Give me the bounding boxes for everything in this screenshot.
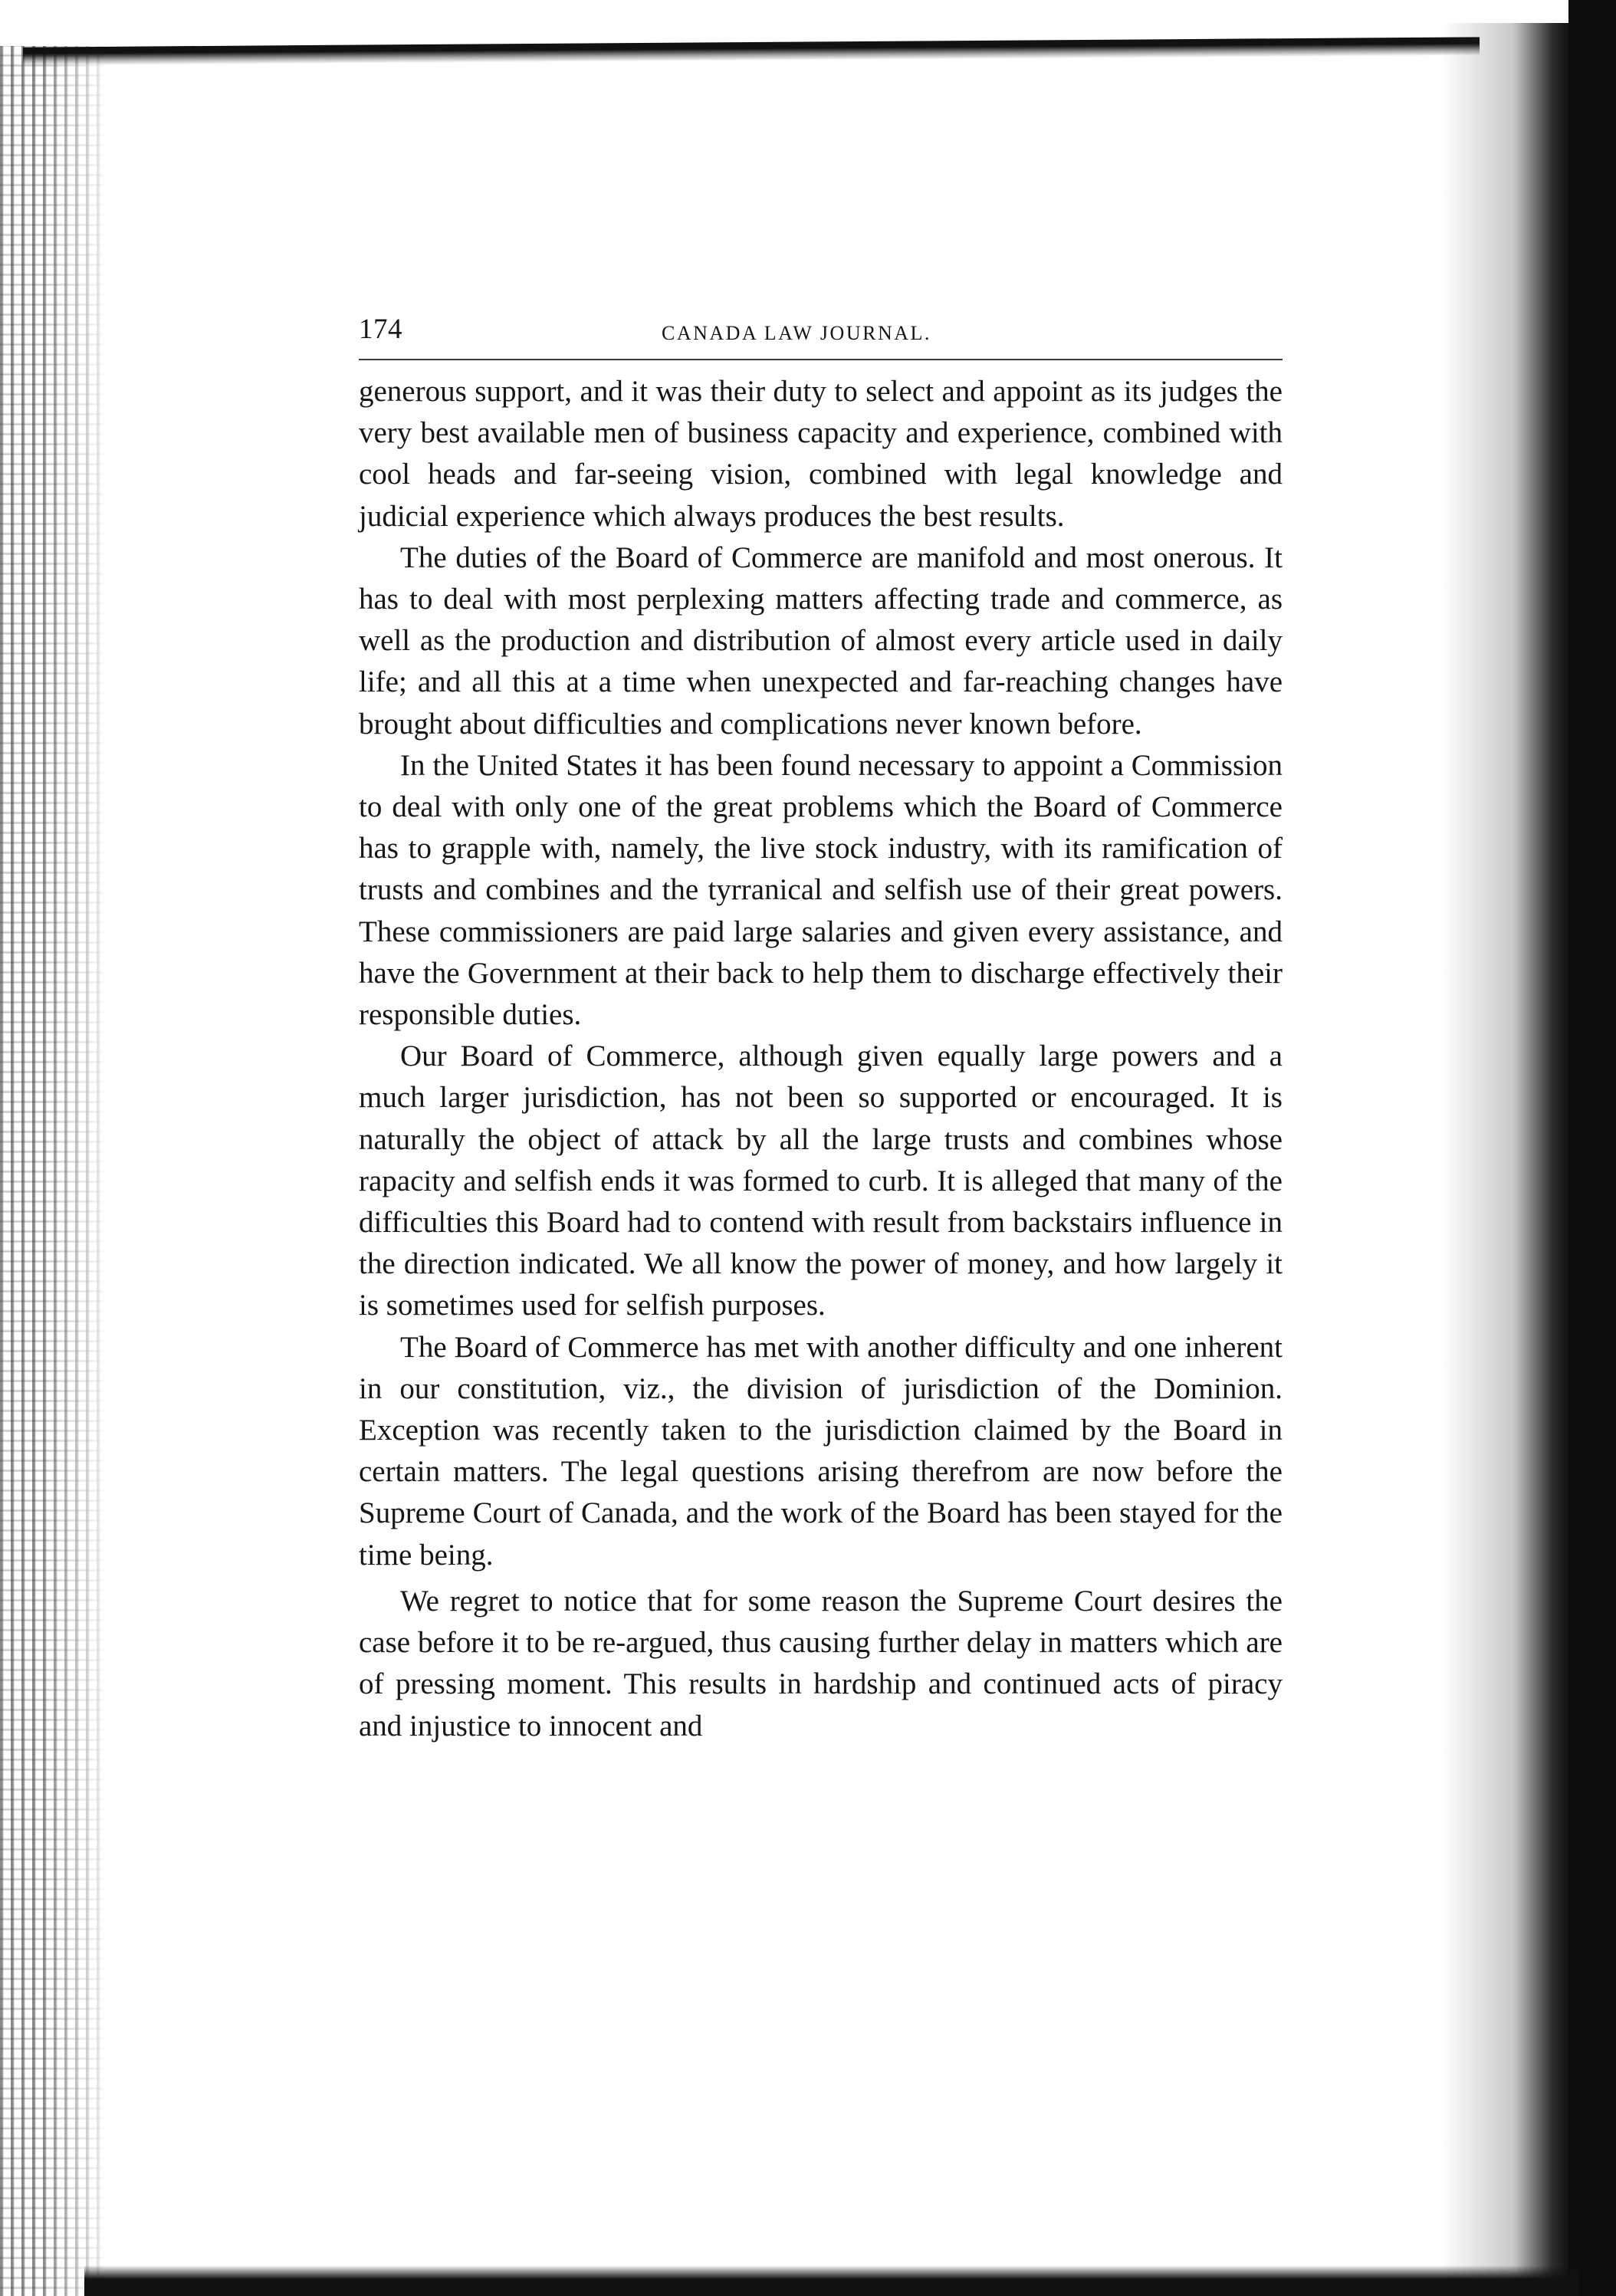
article-body [359,371,1283,1747]
scan-binding-edge-left [0,46,103,2296]
paragraph: The duties of the Board of Commerce are manifold and most onerous. It has to deal with most perplexing matters affecting trade and commerce, as well as the production and distribution of almost every article used in daily life; and all this at a time when unexpected and far-reaching changes have brought about difficulties and complications never known before. [359,540,1283,741]
scan-shadow-bottom [84,2265,1579,2296]
journal-page [359,305,1283,1747]
header-rule [359,359,1283,360]
paragraph: The Board of Commerce has met with another difficulty and one inherent in our constitution, viz., the division of jurisdiction of the Dominion. Exception was recently taken to the jurisdiction claimed by the Board in certain matters. The legal questions arising therefrom are now before the Supreme Court of Canada, and the work of the Board has been stayed for the time being. [359,1330,1283,1572]
paragraph: In the United States it has been found necessary to appoint a Commission to deal with only one of the great problems which the Board of Commerce has to grapple with, namely, the live stock industry, with its ramification of trusts and combines and the tyrranical and selfish use of their great powers. These commissioners are paid large salaries and given every assistance, and have the Government at their back to help them to discharge effectively their responsible duties. [359,748,1283,1032]
scan-border-right [1568,0,1616,2296]
page-number: 174 [359,314,402,345]
paragraph: We regret to notice that for some reason the Supreme Court desires the case before it to be re-argued, thus causing further delay in matters which are of pressing moment. This results in hardship and continued acts of piracy and injustice to innocent and [359,1584,1283,1743]
journal-title: CANADA LAW JOURNAL. [662,322,931,344]
paragraph: generous support, and it was their duty to select and appoint as its judges the very best available men of business capacity and experience, combined with cool heads and far-seeing vision, combined with legal knowledge and judicial experience which always produces the best results. [359,375,1283,533]
paragraph: Our Board of Commerce, although given equally large powers and a much larger jurisdiction, has not been so supported or encouraged. It is naturally the object of attack by all the large trusts and combines whose rapacity and selfish ends it was formed to curb. It is alleged that many of the difficulties this Board had to contend with result from backstairs influence in the direction indicated. We all know the power of money, and how largely it is sometimes used for selfish purposes. [359,1040,1283,1322]
scan-shadow-right [1441,23,1572,2285]
running-head [359,305,1283,359]
